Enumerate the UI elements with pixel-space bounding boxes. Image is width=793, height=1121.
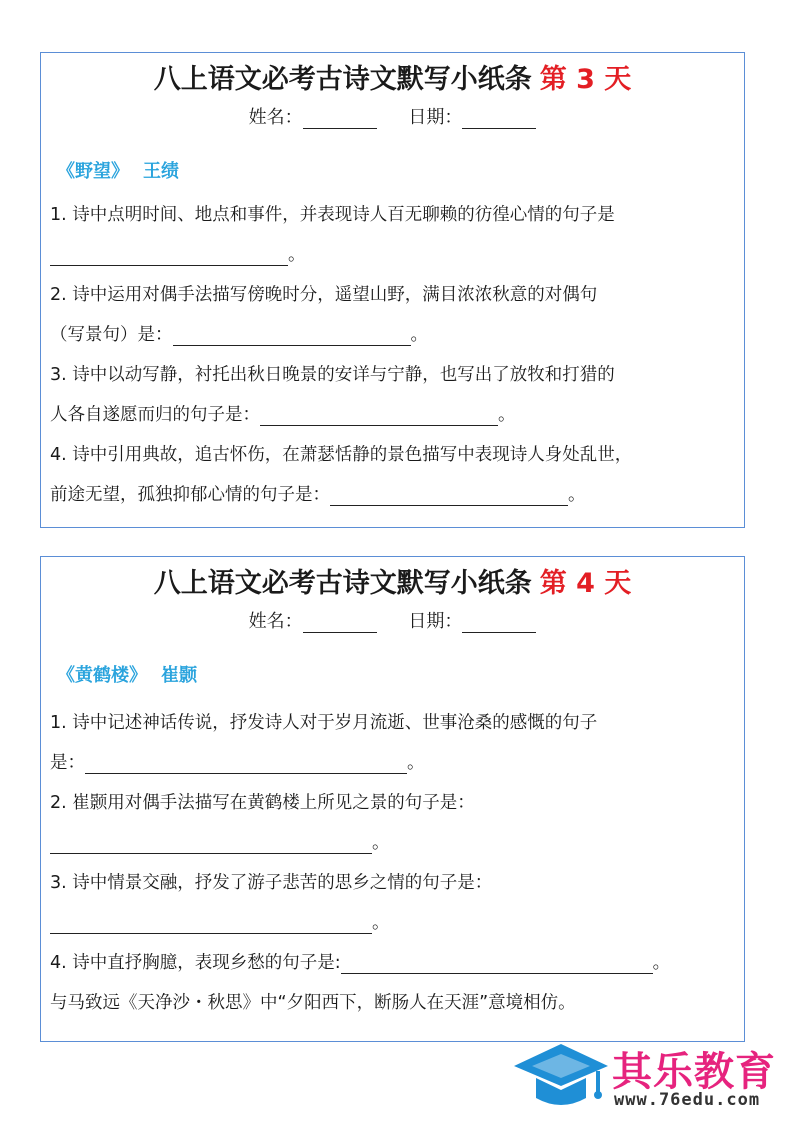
answer-blank[interactable] (85, 755, 407, 774)
day-label: 第 3 天 (539, 64, 632, 95)
name-blank[interactable] (303, 110, 377, 129)
poem-heading (57, 157, 179, 183)
poem-heading (57, 661, 197, 687)
worksheet-card-day-4 (40, 556, 745, 1042)
question-2: 2. 崔颢用对偶手法描写在黄鹤楼上所见之景的句子是： (50, 793, 475, 813)
question-1-cont: 是： 。 (50, 753, 425, 773)
card-title: 八上语文必考古诗文默写小纸条 第 3 天 (153, 64, 632, 95)
name-date-row (41, 103, 744, 129)
date-label: 日期： (408, 611, 463, 632)
poem-title: 《野望》 (57, 161, 129, 182)
question-1-answer: 。 (50, 241, 306, 266)
answer-blank[interactable] (260, 407, 498, 426)
answer-blank[interactable] (50, 247, 288, 266)
poem-author: 崔颢 (161, 665, 197, 686)
question-1: 1. 诗中点明时间、地点和事件，并表现诗人百无聊赖的彷徨心情的句子是 (50, 205, 615, 225)
graduation-cap-icon (512, 1040, 610, 1112)
question-2-answer: 。 (50, 829, 390, 854)
answer-blank[interactable] (173, 327, 411, 346)
brand-name: 其乐教育 (612, 1049, 776, 1095)
question-3-cont: 人各自遂愿而归的句子是： 。 (50, 405, 516, 425)
question-4-note: 与马致远《天净沙・秋思》中“夕阳西下，断肠人在天涯”意境相仿。 (50, 993, 576, 1013)
date-blank[interactable] (462, 614, 536, 633)
brand-url[interactable]: www.76edu.com (614, 1090, 761, 1110)
name-label: 姓名： (248, 611, 303, 632)
answer-blank[interactable] (50, 915, 372, 934)
answer-blank[interactable] (330, 487, 568, 506)
question-4: 4. 诗中直抒胸臆，表现乡愁的句子是: 。 (50, 953, 671, 973)
question-4-cont: 前途无望，孤独抑郁心情的句子是： 。 (50, 485, 586, 505)
name-date-row (41, 607, 744, 633)
worksheet-card-day-3 (40, 52, 745, 528)
question-2-cont: （写景句）是： 。 (50, 325, 428, 345)
question-4: 4. 诗中引用典故，追古怀伤，在萧瑟恬静的景色描写中表现诗人身处乱世， (50, 445, 633, 465)
name-label: 姓名： (248, 107, 303, 128)
question-3-answer: 。 (50, 909, 390, 934)
date-blank[interactable] (462, 110, 536, 129)
poem-title: 《黄鹤楼》 (57, 665, 147, 686)
poem-author: 王绩 (143, 161, 179, 182)
question-1: 1. 诗中记述神话传说，抒发诗人对于岁月流逝、世事沧桑的感慨的句子 (50, 713, 598, 733)
question-3: 3. 诗中情景交融，抒发了游子悲苦的思乡之情的句子是： (50, 873, 493, 893)
day-label: 第 4 天 (539, 568, 632, 599)
card-title: 八上语文必考古诗文默写小纸条 第 4 天 (153, 568, 632, 599)
name-blank[interactable] (303, 614, 377, 633)
date-label: 日期： (408, 107, 463, 128)
answer-blank[interactable] (341, 955, 653, 974)
question-2: 2. 诗中运用对偶手法描写傍晚时分，遥望山野，满目浓浓秋意的对偶句 (50, 285, 598, 305)
question-3: 3. 诗中以动写静，衬托出秋日晚景的安详与宁静，也写出了放牧和打猎的 (50, 365, 615, 385)
answer-blank[interactable] (50, 835, 372, 854)
